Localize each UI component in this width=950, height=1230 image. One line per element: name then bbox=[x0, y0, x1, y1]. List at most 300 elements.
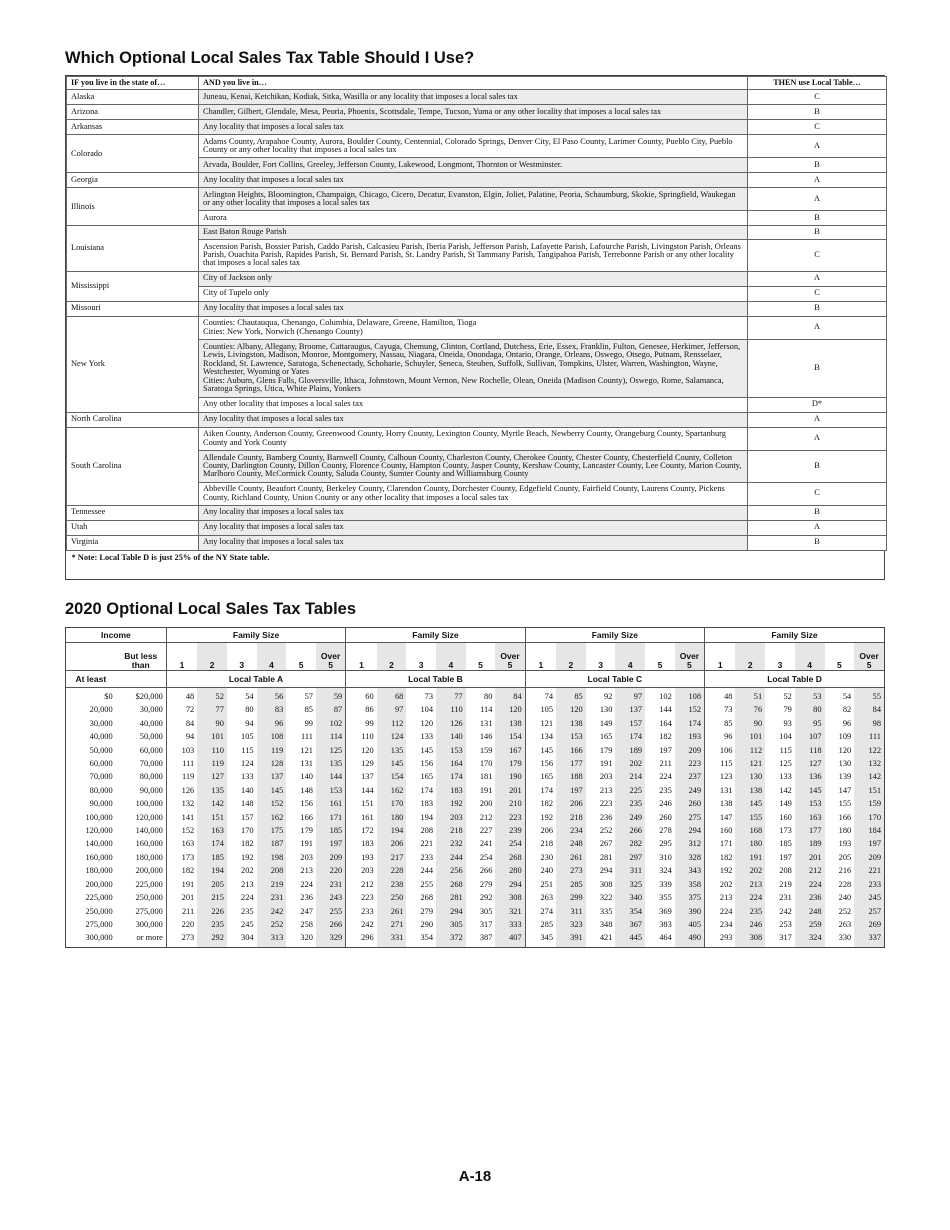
table-d-value: 147 bbox=[838, 785, 852, 795]
table-b-value: 217 bbox=[377, 851, 407, 864]
table-b-value: 331 bbox=[377, 931, 407, 946]
table-d-value: 112 bbox=[735, 744, 765, 757]
table-d-value: 52 bbox=[783, 692, 792, 701]
rates-table bbox=[66, 628, 884, 947]
table-b-value: 179 bbox=[495, 757, 525, 770]
table-c-value: 74 bbox=[525, 688, 556, 704]
family-size-column-header: 2 bbox=[556, 643, 586, 671]
table-c-value: 285 bbox=[556, 878, 586, 891]
table-d-value: 189 bbox=[795, 837, 825, 850]
table-b-value: 254 bbox=[495, 837, 525, 850]
table-c-value: 343 bbox=[675, 864, 705, 877]
table-b-value: 112 bbox=[377, 717, 407, 730]
table-c-value: 246 bbox=[659, 799, 672, 809]
table-b-value: 156 bbox=[420, 759, 434, 769]
at-least-cell: 275,000 bbox=[85, 919, 113, 929]
rates-row bbox=[66, 730, 884, 743]
table-d-value: 205 bbox=[838, 852, 852, 862]
table-b-value: 60 bbox=[346, 688, 377, 704]
table-c-value: 311 bbox=[615, 864, 645, 877]
table-b-value: 110 bbox=[436, 703, 466, 716]
table-a-value: 163 bbox=[166, 837, 197, 850]
rates-row bbox=[66, 811, 884, 824]
table-a-value: 235 bbox=[241, 906, 254, 916]
state-cell: Alaska bbox=[67, 90, 199, 105]
state-cell: New York bbox=[67, 316, 199, 412]
table-a-value: 182 bbox=[166, 864, 197, 877]
table-c-value: 218 bbox=[556, 811, 586, 824]
table-c-value: 367 bbox=[615, 918, 645, 931]
table-b-value: 183 bbox=[436, 784, 466, 797]
table-a-value: 175 bbox=[257, 824, 287, 837]
at-least-cell: 20,000 bbox=[89, 705, 113, 715]
table-d-value: 115 bbox=[705, 757, 736, 770]
table-c-value: 218 bbox=[525, 837, 556, 850]
table-a-value: 242 bbox=[257, 905, 287, 918]
table-a-value: 202 bbox=[241, 866, 254, 876]
at-least-cell: 225,000 bbox=[85, 893, 113, 903]
but-less-header: But less than bbox=[124, 651, 158, 671]
table-b-value: 120 bbox=[420, 718, 434, 728]
table-d-value: 185 bbox=[779, 839, 792, 849]
local-table-cell: B bbox=[748, 158, 887, 173]
table-c-value: 197 bbox=[556, 784, 586, 797]
table-c-value: 102 bbox=[659, 692, 672, 701]
lookup-row bbox=[67, 520, 887, 535]
table-c-value: 391 bbox=[556, 931, 586, 946]
table-a-value: 90 bbox=[197, 717, 227, 730]
at-least-cell: 60,000 bbox=[89, 759, 113, 769]
table-d-value: 180 bbox=[838, 826, 852, 836]
table-d-value: 132 bbox=[854, 757, 884, 770]
table-b-value: 271 bbox=[377, 918, 407, 931]
table-b-value: 200 bbox=[479, 799, 493, 809]
family-size-column-header: 1 bbox=[166, 643, 197, 671]
rates-row bbox=[66, 703, 884, 716]
table-a-value: 157 bbox=[241, 812, 254, 822]
lookup-row bbox=[67, 271, 887, 286]
state-cell: Louisiana bbox=[67, 226, 199, 271]
lookup-row bbox=[67, 90, 887, 105]
but-less-cell: $20,000 bbox=[135, 692, 163, 701]
state-cell: Georgia bbox=[67, 173, 199, 188]
family-size-column-header: 3 bbox=[777, 660, 783, 671]
table-c-value: 192 bbox=[525, 811, 556, 824]
table-c-value: 383 bbox=[659, 919, 672, 929]
table-d-value: 224 bbox=[735, 891, 765, 904]
table-c-value: 164 bbox=[659, 718, 672, 728]
page-number: A-18 bbox=[458, 1168, 492, 1185]
table-a-value: 213 bbox=[241, 879, 254, 889]
table-d-value: 82 bbox=[842, 705, 852, 715]
table-c-value: 105 bbox=[525, 703, 556, 716]
at-least-cell: 140,000 bbox=[85, 839, 113, 849]
at-least-cell: 80,000 bbox=[89, 785, 113, 795]
table-b-value: 84 bbox=[495, 688, 525, 704]
table-a-value: 245 bbox=[241, 919, 254, 929]
family-size-column-header: 2 bbox=[377, 643, 407, 671]
lookup-title: Which Optional Local Sales Tax Table Should I Use? bbox=[65, 49, 475, 67]
table-a-value: 57 bbox=[304, 692, 313, 701]
table-d-value: 182 bbox=[705, 851, 736, 864]
table-a-value: 141 bbox=[166, 811, 197, 824]
table-d-value: 228 bbox=[838, 879, 852, 889]
at-least-cell: 300,000 bbox=[85, 933, 113, 943]
table-b-value: 266 bbox=[479, 866, 493, 876]
table-b-value: 120 bbox=[495, 703, 525, 716]
rates-row bbox=[66, 837, 884, 850]
but-less-cell: 60,000 bbox=[139, 745, 163, 755]
table-b-value: 333 bbox=[495, 918, 525, 931]
table-d-value: 242 bbox=[779, 906, 792, 916]
but-less-cell: 180,000 bbox=[135, 852, 163, 862]
table-a-value: 313 bbox=[257, 931, 287, 946]
lookup-row bbox=[67, 301, 887, 316]
family-size-column-header: 5 bbox=[298, 660, 304, 671]
table-a-value: 140 bbox=[241, 785, 254, 795]
table-d-value: 54 bbox=[842, 692, 852, 701]
table-d-value: 160 bbox=[705, 824, 736, 837]
local-table-label: Local Table A bbox=[166, 671, 345, 688]
table-d-value: 240 bbox=[838, 893, 852, 903]
table-d-note: * Note: Local Table D is just 25% of the NY State table. bbox=[67, 550, 887, 566]
table-c-value: 295 bbox=[659, 839, 672, 849]
table-b-value: 151 bbox=[346, 797, 377, 810]
table-d-value: 95 bbox=[795, 717, 825, 730]
table-b-value: 80 bbox=[484, 692, 493, 701]
rates-row bbox=[66, 878, 884, 891]
table-c-value: 149 bbox=[599, 718, 613, 728]
table-a-value: 128 bbox=[257, 757, 287, 770]
locality-column-header: AND you live in… bbox=[199, 77, 748, 90]
table-d-value: 171 bbox=[705, 837, 736, 850]
table-a-value: 151 bbox=[197, 811, 227, 824]
table-b-value: 223 bbox=[346, 891, 377, 904]
table-d-value: 93 bbox=[783, 718, 792, 728]
table-a-value: 198 bbox=[257, 851, 287, 864]
table-c-value: 405 bbox=[675, 918, 705, 931]
table-d-value: 248 bbox=[795, 905, 825, 918]
table-b-value: 223 bbox=[495, 811, 525, 824]
locality-cell: Allendale County, Bamberg County, Barnwell County, Calhoun County, Charleston County, Cherokee County, Chester County, Chesterfield County, Colleton County, Darlington County, Dillon County, Florence County, Hampton County, Jasper County, Kershaw County, Lancaster County, Lee County, Marion County, Marlboro County, McCormick County, Saluda County, Sumter County and Williamsburg County bbox=[199, 450, 748, 482]
table-c-value: 130 bbox=[599, 705, 613, 715]
table-a-value: 148 bbox=[300, 785, 313, 795]
locality-cell: Any locality that imposes a local sales tax bbox=[199, 535, 748, 550]
table-d-value: 184 bbox=[854, 824, 884, 837]
but-less-cell: 225,000 bbox=[135, 879, 163, 889]
table-c-value: 322 bbox=[599, 893, 613, 903]
table-c-value: 206 bbox=[525, 824, 556, 837]
local-table-cell: B bbox=[748, 535, 887, 550]
table-c-value: 223 bbox=[599, 799, 613, 809]
table-c-value: 234 bbox=[556, 824, 586, 837]
table-a-value: 213 bbox=[300, 866, 313, 876]
lookup-row bbox=[67, 226, 887, 239]
table-a-value: 72 bbox=[166, 703, 197, 716]
table-b-value: 208 bbox=[420, 826, 434, 836]
table-d-value: 202 bbox=[705, 878, 736, 891]
at-least-cell: 70,000 bbox=[89, 772, 113, 782]
table-c-value: 260 bbox=[675, 797, 705, 810]
local-table-cell: B bbox=[748, 505, 887, 520]
table-d-value: 197 bbox=[854, 837, 884, 850]
table-b-value: 110 bbox=[346, 730, 377, 743]
table-a-value: 191 bbox=[300, 839, 313, 849]
table-a-value: 119 bbox=[197, 757, 227, 770]
family-size-column-header: 3 bbox=[239, 660, 245, 671]
table-d-value: 224 bbox=[705, 905, 736, 918]
local-table-cell: A bbox=[748, 412, 887, 427]
table-a-value: 125 bbox=[316, 744, 346, 757]
table-b-value: 73 bbox=[424, 692, 434, 701]
table-d-value: 193 bbox=[838, 839, 852, 849]
table-c-value: 248 bbox=[556, 837, 586, 850]
table-a-value: 219 bbox=[257, 878, 287, 891]
table-a-value: 209 bbox=[316, 851, 346, 864]
local-table-cell: B bbox=[748, 105, 887, 120]
table-d-value: 80 bbox=[795, 703, 825, 716]
table-d-value: 107 bbox=[795, 730, 825, 743]
locality-cell: Juneau, Kenai, Ketchikan, Kodiak, Sitka, Wasilla or any locality that imposes a local sales tax bbox=[199, 90, 748, 105]
table-d-value: 213 bbox=[705, 891, 736, 904]
table-a-value: 203 bbox=[300, 852, 313, 862]
lookup-row bbox=[67, 505, 887, 520]
at-least-header: At least bbox=[66, 671, 116, 688]
but-less-cell: 120,000 bbox=[135, 812, 163, 822]
family-size-column-header: Over 5 bbox=[495, 643, 525, 671]
table-d-value: 131 bbox=[705, 784, 736, 797]
table-d-value: 149 bbox=[779, 799, 792, 809]
table-a-value: 171 bbox=[316, 811, 346, 824]
table-d-value: 155 bbox=[838, 799, 852, 809]
table-d-value: 330 bbox=[838, 933, 852, 943]
table-d-value: 202 bbox=[735, 864, 765, 877]
table-b-value: 227 bbox=[479, 826, 493, 836]
table-a-value: 83 bbox=[257, 703, 287, 716]
table-d-value: 192 bbox=[705, 864, 736, 877]
table-c-value: 134 bbox=[525, 730, 556, 743]
table-c-value: 145 bbox=[525, 744, 556, 757]
rates-row bbox=[66, 931, 884, 946]
family-size-header: Family Size bbox=[346, 628, 525, 643]
table-b-value: 268 bbox=[495, 851, 525, 864]
table-b-value: 194 bbox=[420, 812, 434, 822]
table-a-value: 197 bbox=[316, 837, 346, 850]
table-d-value: 160 bbox=[779, 812, 792, 822]
table-b-value: 212 bbox=[346, 878, 377, 891]
table-b-value: 241 bbox=[479, 839, 493, 849]
table-c-value: 275 bbox=[675, 811, 705, 824]
table-d-value: 191 bbox=[735, 851, 765, 864]
table-a-value: 54 bbox=[245, 692, 254, 701]
table-d-value: 180 bbox=[735, 837, 765, 850]
locality-cell: Any locality that imposes a local sales tax bbox=[199, 120, 748, 135]
local-table-cell: C bbox=[748, 286, 887, 301]
table-c-value: 348 bbox=[599, 919, 613, 929]
table-b-value: 183 bbox=[420, 799, 434, 809]
family-size-header: Family Size bbox=[166, 628, 345, 643]
table-c-value: 225 bbox=[615, 784, 645, 797]
table-d-value: 125 bbox=[779, 759, 792, 769]
family-size-column-header: Over 5 bbox=[854, 643, 884, 671]
table-b-value: 238 bbox=[377, 878, 407, 891]
locality-cell: Aurora bbox=[199, 211, 748, 226]
table-b-value: 172 bbox=[346, 824, 377, 837]
but-less-cell: 300,000 bbox=[135, 919, 163, 929]
table-c-value: 251 bbox=[525, 878, 556, 891]
table-b-value: 305 bbox=[479, 906, 493, 916]
family-size-column-header: 3 bbox=[418, 660, 424, 671]
table-c-value: 325 bbox=[615, 878, 645, 891]
table-d-value: 151 bbox=[854, 784, 884, 797]
table-b-value: 120 bbox=[346, 744, 377, 757]
but-less-cell: 90,000 bbox=[139, 785, 163, 795]
table-b-value: 203 bbox=[346, 864, 377, 877]
table-c-value: 97 bbox=[615, 688, 645, 704]
table-d-value: 55 bbox=[854, 688, 884, 704]
table-a-value: 99 bbox=[304, 718, 313, 728]
table-b-value: 305 bbox=[436, 918, 466, 931]
local-table-label: Local Table D bbox=[705, 671, 884, 688]
lookup-table bbox=[66, 76, 887, 566]
family-size-column-header: 4 bbox=[795, 643, 825, 671]
table-d-value: 177 bbox=[795, 824, 825, 837]
state-cell: Colorado bbox=[67, 135, 199, 173]
family-size-column-header: 1 bbox=[705, 643, 736, 671]
rates-row bbox=[66, 717, 884, 730]
table-c-value: 282 bbox=[615, 837, 645, 850]
table-b-value: 317 bbox=[479, 919, 493, 929]
table-c-value: 214 bbox=[615, 770, 645, 783]
table-d-value: 51 bbox=[735, 688, 765, 704]
locality-cell: City of Tupelo only bbox=[199, 286, 748, 301]
local-table-cell: A bbox=[748, 271, 887, 286]
locality-cell: Ascension Parish, Bossier Parish, Caddo Parish, Calcasieu Parish, Iberia Parish, Jefferson Parish, Lafayette Parish, Lafourche Parish, Livingston Parish, Orleans Parish, Ouachita Parish, Rapides Parish, St. Bernard Parish, St. Landry Parish, St Tammany Parish, Tangipahoa Parish, Terrebonne Parish or any other locality that imposes a local sales tax bbox=[199, 239, 748, 271]
rates-row bbox=[66, 851, 884, 864]
table-a-value: 108 bbox=[257, 730, 287, 743]
table-b-value: 250 bbox=[377, 891, 407, 904]
table-a-value: 59 bbox=[316, 688, 346, 704]
table-a-value: 124 bbox=[241, 759, 254, 769]
table-d-value: 170 bbox=[854, 811, 884, 824]
table-b-value: 201 bbox=[495, 784, 525, 797]
table-b-value: 206 bbox=[377, 837, 407, 850]
table-d-value: 201 bbox=[795, 851, 825, 864]
table-a-value: 111 bbox=[301, 732, 313, 742]
table-c-value: 274 bbox=[525, 905, 556, 918]
but-less-cell: 30,000 bbox=[139, 705, 163, 715]
table-c-value: 345 bbox=[525, 931, 556, 946]
table-c-value: 358 bbox=[675, 878, 705, 891]
table-c-value: 249 bbox=[615, 811, 645, 824]
table-c-value: 311 bbox=[556, 905, 586, 918]
table-column-header: THEN use Local Table… bbox=[748, 77, 887, 90]
table-c-value: 263 bbox=[525, 891, 556, 904]
family-size-column-header: 2 bbox=[197, 643, 227, 671]
table-a-value: 161 bbox=[316, 797, 346, 810]
table-a-value: 135 bbox=[316, 757, 346, 770]
locality-cell: Counties: Albany, Allegany, Broome, Cattaraugus, Cayuga, Chemung, Clinton, Cortland, Dutchess, Erie, Essex, Franklin, Fulton, Genesee, Herkimer, Jefferson, Lewis, Livingston, Madison, Monroe, Montgomery, Nassau, Niagara, Oneida, Onondaga, Ontario, Orange, Orleans, Oswego, Otsego, Putnam, Rensselaer, Rockland, St. Lawrence, Saratoga, Schenectady, Schoharie, Schuyler, Seneca, Steuben, Suffolk, Sullivan, Tompkins, Ulster, Warren, Washington, Wayne, Westchester, Wyoming or Yates Cities: Auburn, Glens Falls, Gloversville, Ithaca, Johnstown, Mount Vernon, New Rochelle, Olean, Oneida (Madison County), Oswego, Rome, Salamanca, Saratoga Springs, Utica, White Plains, Yonkers bbox=[199, 339, 748, 397]
locality-cell: Any locality that imposes a local sales tax bbox=[199, 505, 748, 520]
table-a-value: 114 bbox=[316, 730, 346, 743]
note-row bbox=[67, 550, 887, 566]
state-cell: Mississippi bbox=[67, 271, 199, 301]
table-a-value: 140 bbox=[300, 772, 313, 782]
table-d-value: 101 bbox=[735, 730, 765, 743]
local-table-cell: A bbox=[748, 520, 887, 535]
table-b-value: 308 bbox=[495, 891, 525, 904]
table-b-value: 144 bbox=[346, 784, 377, 797]
table-b-value: 99 bbox=[346, 717, 377, 730]
at-least-cell: 180,000 bbox=[85, 866, 113, 876]
family-size-column-header: 1 bbox=[346, 643, 377, 671]
table-c-value: 328 bbox=[675, 851, 705, 864]
table-c-value: 285 bbox=[525, 918, 556, 931]
lookup-row bbox=[67, 427, 887, 450]
table-c-value: 278 bbox=[659, 826, 672, 836]
table-d-value: 121 bbox=[735, 757, 765, 770]
family-size-column-header: 4 bbox=[436, 643, 466, 671]
table-c-value: 209 bbox=[675, 744, 705, 757]
table-c-value: 120 bbox=[556, 703, 586, 716]
locality-cell: Abbeville County, Beaufort County, Berkeley County, Clarendon County, Dorchester County, Edgefield County, Fairfield County, Laurens County, Pickens County, Richland County, Union County or any other locality that imposes a local sales tax bbox=[199, 482, 748, 505]
table-b-value: 268 bbox=[420, 893, 434, 903]
table-b-value: 170 bbox=[479, 759, 493, 769]
rates-header-row-1 bbox=[66, 628, 884, 643]
but-less-cell: 40,000 bbox=[139, 718, 163, 728]
local-table-cell: A bbox=[748, 173, 887, 188]
lookup-row bbox=[67, 120, 887, 135]
table-a-value: 121 bbox=[300, 745, 313, 755]
but-less-cell: or more bbox=[136, 933, 163, 943]
table-d-value: 259 bbox=[795, 918, 825, 931]
local-table-cell: C bbox=[748, 239, 887, 271]
table-b-value: 146 bbox=[479, 732, 493, 742]
at-least-cell: 90,000 bbox=[89, 799, 113, 809]
family-size-column-header: 2 bbox=[735, 643, 765, 671]
table-b-value: 228 bbox=[377, 864, 407, 877]
table-d-value: 123 bbox=[705, 770, 736, 783]
state-cell: Missouri bbox=[67, 301, 199, 316]
lookup-row bbox=[67, 105, 887, 120]
table-d-value: 197 bbox=[779, 852, 792, 862]
rates-row bbox=[66, 918, 884, 931]
table-d-value: 85 bbox=[705, 717, 736, 730]
state-cell: Utah bbox=[67, 520, 199, 535]
table-c-value: 375 bbox=[675, 891, 705, 904]
table-d-value: 153 bbox=[795, 797, 825, 810]
table-d-value: 155 bbox=[735, 811, 765, 824]
table-b-value: 164 bbox=[436, 757, 466, 770]
table-d-value: 122 bbox=[854, 744, 884, 757]
table-a-value: 170 bbox=[241, 826, 254, 836]
family-size-column-header: Over 5 bbox=[316, 643, 346, 671]
table-d-value: 257 bbox=[854, 905, 884, 918]
table-c-value: 308 bbox=[599, 879, 613, 889]
table-c-value: 152 bbox=[675, 703, 705, 716]
table-d-value: 163 bbox=[795, 811, 825, 824]
table-c-value: 445 bbox=[615, 931, 645, 946]
table-b-value: 181 bbox=[479, 772, 493, 782]
but-less-spacer bbox=[116, 671, 167, 688]
table-c-value: 174 bbox=[675, 717, 705, 730]
table-b-value: 218 bbox=[436, 824, 466, 837]
table-c-value: 323 bbox=[556, 918, 586, 931]
table-c-value: 324 bbox=[659, 866, 672, 876]
local-table-cell: B bbox=[748, 301, 887, 316]
table-a-value: 115 bbox=[241, 745, 254, 755]
table-b-value: 203 bbox=[436, 811, 466, 824]
